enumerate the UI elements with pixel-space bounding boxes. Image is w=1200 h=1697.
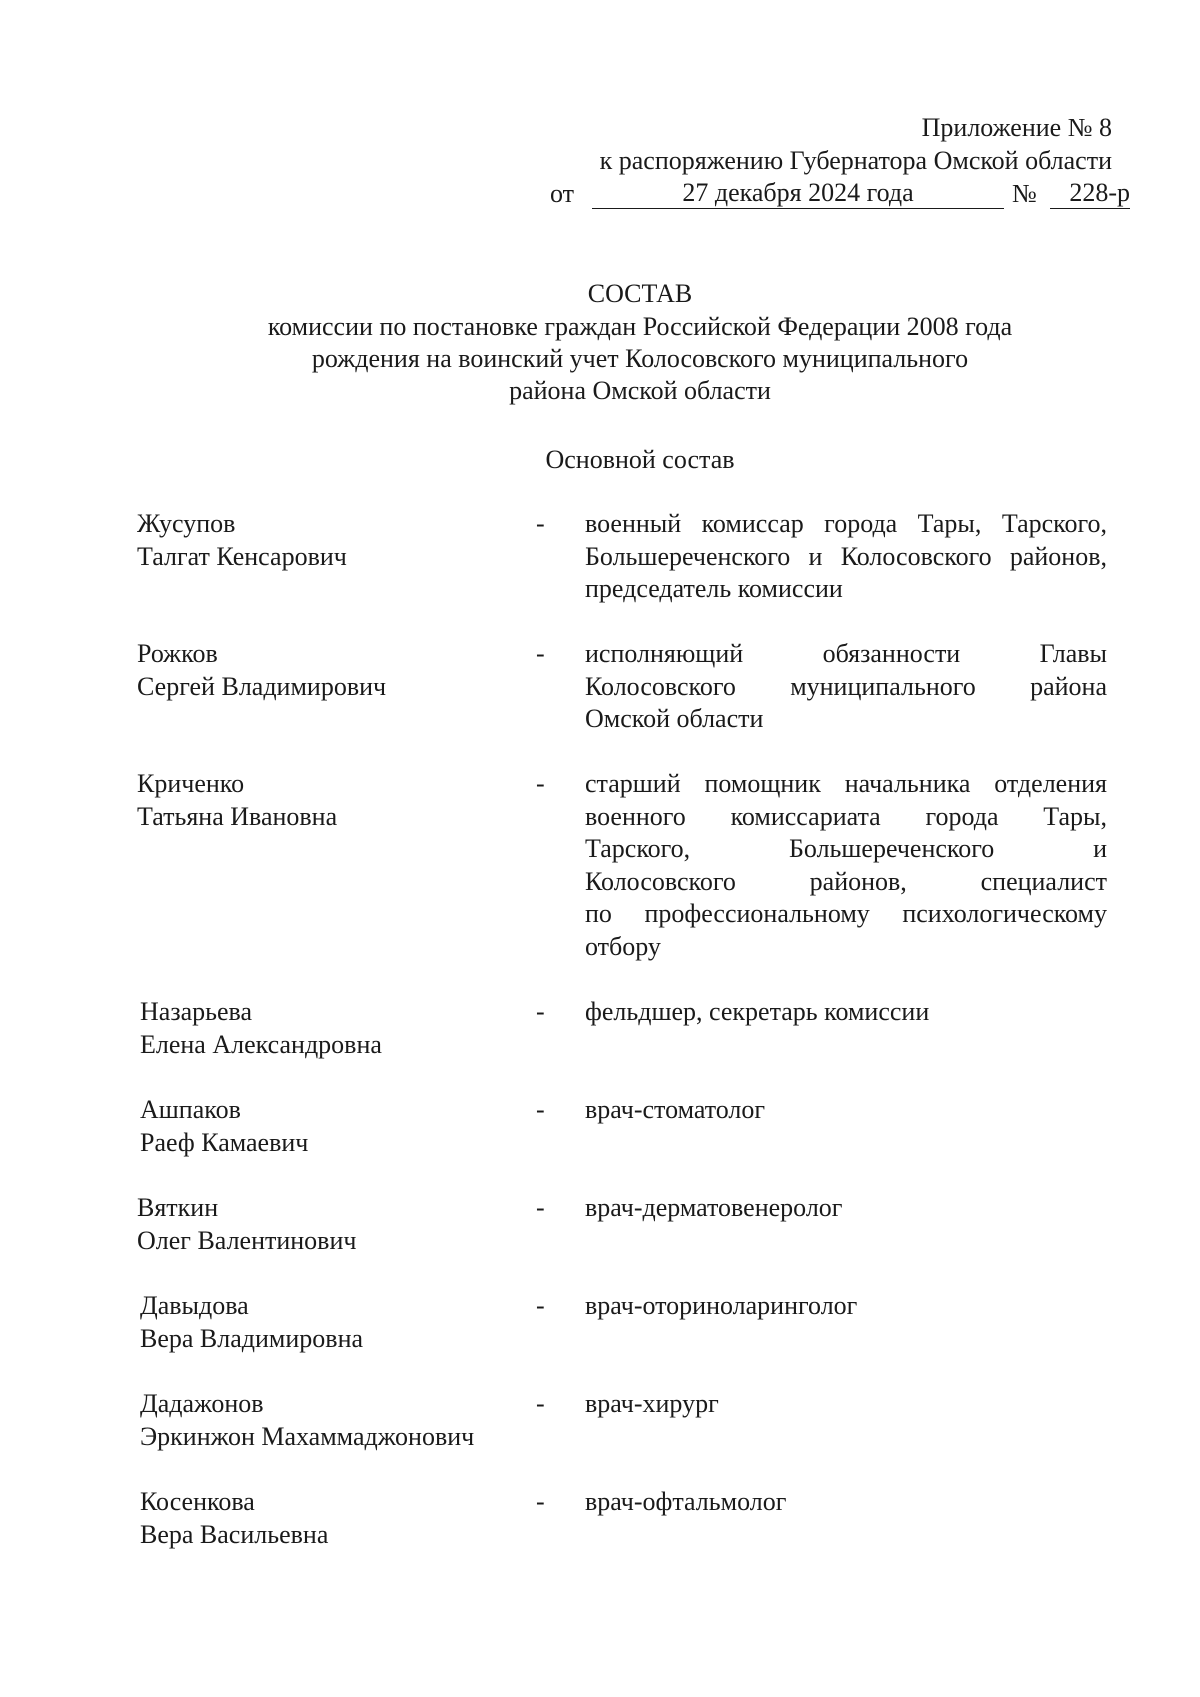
member-given-name: Елена Александровна (140, 1030, 382, 1059)
member-dash: - (536, 997, 545, 1026)
member-dash: - (536, 639, 545, 668)
member-role (585, 1486, 1107, 1518)
member-given-name: Талгат Кенсарович (137, 542, 347, 571)
member-role-line: Колосовского муниципального района (585, 671, 1107, 701)
document-title-block (150, 278, 1130, 407)
member-surname: Криченко (137, 769, 245, 798)
member-dash: - (536, 1389, 545, 1418)
document-subtitle-line: комиссии по постановке граждан Российской Федерации 2008 года (267, 312, 1013, 341)
member-surname: Рожков (137, 639, 218, 668)
member-name (137, 1192, 527, 1258)
member-name (140, 1388, 530, 1454)
member-role-line: врач-офтальмолог (585, 1487, 787, 1516)
member-role-line: Большереченского и Колосовского районов, (585, 541, 1107, 571)
member-given-name: Раеф Камаевич (140, 1128, 309, 1157)
member-given-name: Олег Валентинович (137, 1226, 357, 1255)
member-name (140, 996, 530, 1062)
member-role-line: Тарского, Большереченского и (585, 834, 1107, 863)
member-role (585, 768, 1107, 963)
member-role (585, 1290, 1107, 1322)
member-given-name: Татьяна Ивановна (137, 802, 338, 831)
member-role-line: председатель комиссии (585, 574, 843, 603)
member-given-name: Эркинжон Махаммаджонович (140, 1422, 475, 1451)
member-name (140, 1486, 530, 1552)
member-dash: - (536, 1095, 545, 1124)
member-given-name: Сергей Владимирович (137, 672, 387, 701)
member-name (140, 1290, 530, 1356)
member-dash: - (536, 769, 545, 798)
member-surname: Давыдова (140, 1291, 249, 1320)
member-role-line: старший помощник начальника отделения (585, 769, 1107, 798)
member-role-line: врач-стоматолог (585, 1095, 766, 1124)
member-dash: - (536, 509, 545, 538)
appendix-reference: к распоряжению Губернатора Омской области (599, 146, 1112, 175)
member-role (585, 638, 1107, 736)
member-given-name: Вера Владимировна (140, 1324, 364, 1353)
document-subtitle-line: района Омской области (509, 376, 771, 405)
member-role-line: Колосовского районов, специалист (585, 866, 1107, 896)
document-subtitle-line: рождения на воинский учет Колосовского муниципального (311, 344, 969, 373)
member-surname: Вяткин (137, 1193, 219, 1222)
member-surname: Жусупов (137, 509, 236, 538)
member-role (585, 508, 1107, 606)
member-role-line: врач-хирург (585, 1389, 719, 1418)
order-number: 228-р (1050, 178, 1130, 209)
member-role (585, 996, 1107, 1028)
member-role-line: врач-оториноларинголог (585, 1291, 858, 1320)
member-role-line: военного комиссариата города Тары, (585, 801, 1107, 831)
member-role-line: исполняющий обязанности Главы (585, 639, 1107, 668)
member-surname: Косенкова (140, 1487, 255, 1516)
member-given-name: Вера Васильевна (140, 1520, 329, 1549)
member-role-line: военный комиссар города Тары, Тарского, (585, 509, 1107, 538)
member-surname: Ашпаков (140, 1095, 241, 1124)
member-role (585, 1192, 1107, 1224)
member-surname: Дадажонов (140, 1389, 264, 1418)
member-dash: - (536, 1193, 545, 1222)
appendix-date-line (550, 178, 1130, 211)
member-role-line: Омской области (585, 704, 764, 733)
appendix-header (550, 112, 1130, 211)
member-dash: - (536, 1291, 545, 1320)
appendix-number: Приложение № 8 (921, 113, 1112, 142)
member-name (137, 508, 527, 574)
member-role-line: отбору (585, 931, 661, 961)
order-date: 27 декабря 2024 года (592, 178, 1004, 209)
document-title: СОСТАВ (587, 279, 693, 308)
member-name (137, 638, 527, 704)
date-prefix: от (550, 179, 575, 208)
member-role-line: по профессиональному психологическому (585, 899, 1107, 928)
member-role-line: фельдшер, секретарь комиссии (585, 997, 930, 1026)
member-name (140, 1094, 530, 1160)
member-surname: Назарьева (140, 997, 252, 1026)
member-role-line: врач-дерматовенеролог (585, 1193, 843, 1222)
member-dash: - (536, 1487, 545, 1516)
member-role (585, 1094, 1107, 1126)
section-heading: Основной состав (545, 445, 735, 474)
number-sign: № (1012, 179, 1037, 208)
member-name (137, 768, 527, 834)
member-role (585, 1388, 1107, 1420)
